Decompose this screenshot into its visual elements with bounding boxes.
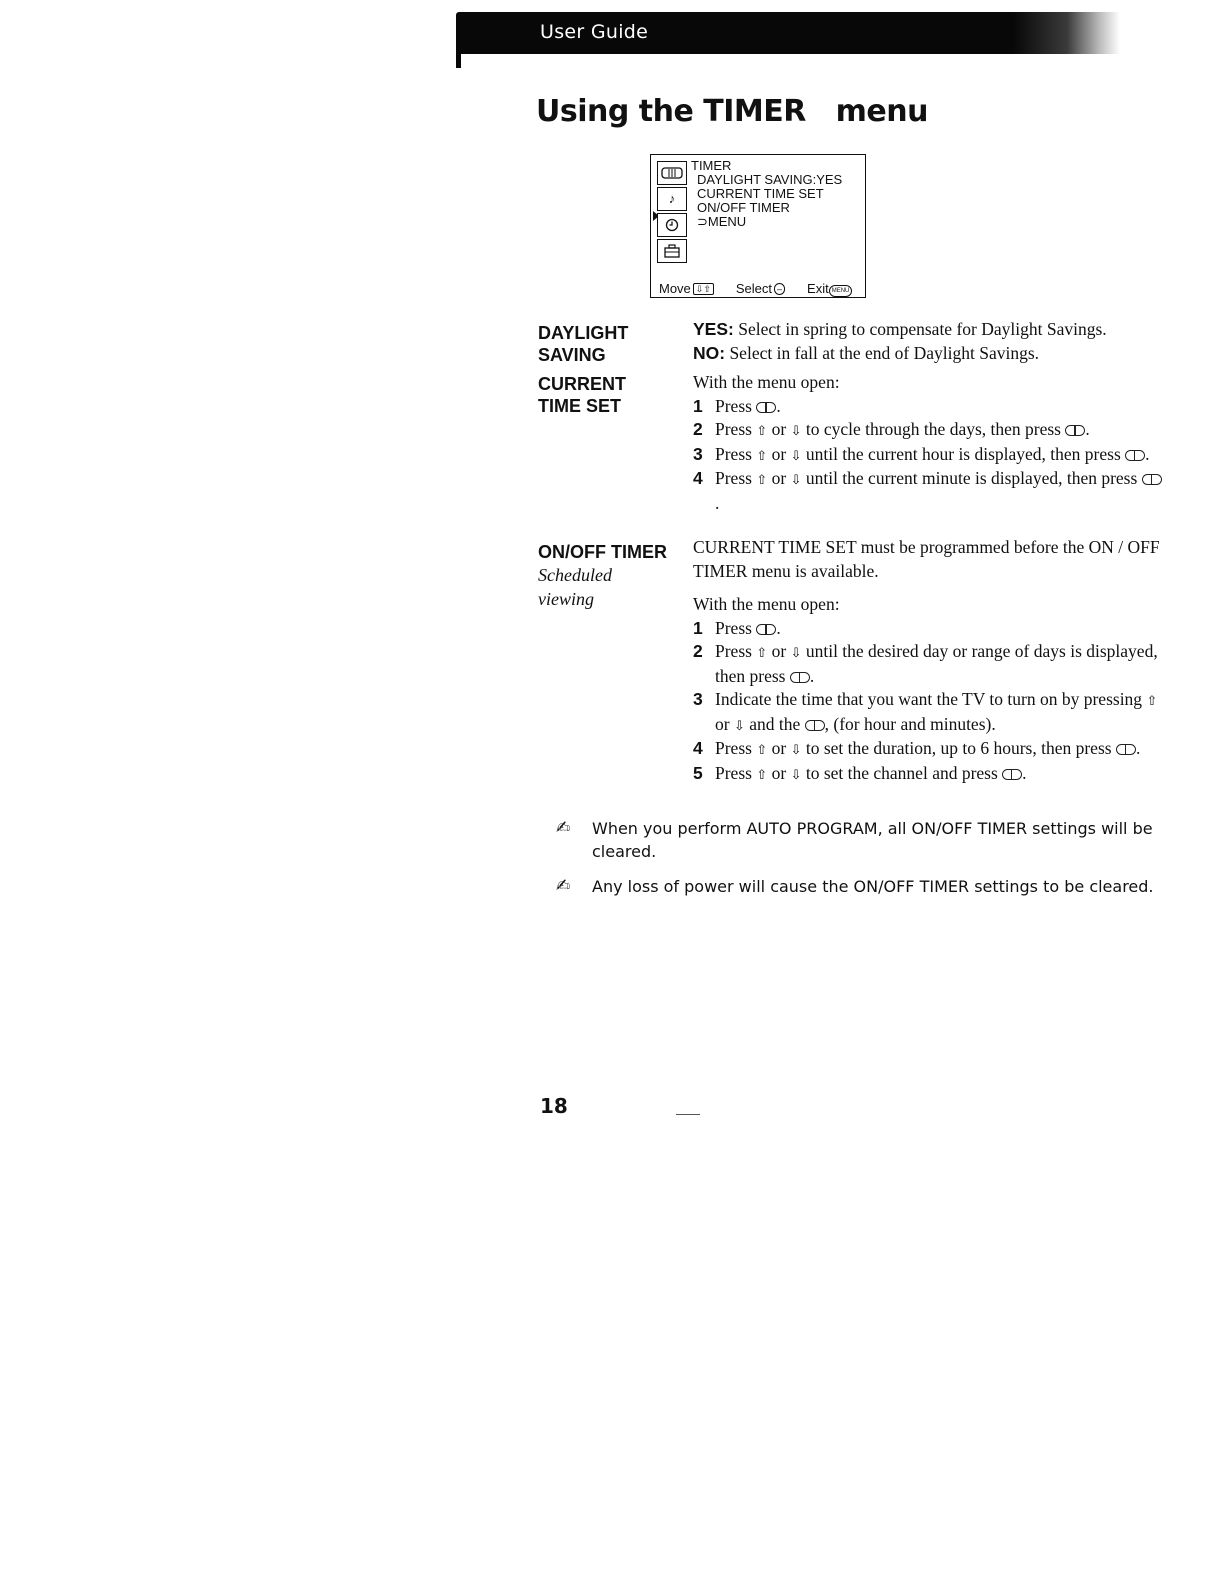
list-item <box>693 762 1163 787</box>
step-number: 3 <box>693 443 703 464</box>
menu-key-icon: MENU <box>829 285 853 297</box>
down-arrow-icon: ⇩ <box>790 742 802 757</box>
down-arrow-icon: ⇩ <box>790 472 802 487</box>
step-text: . <box>1145 443 1150 464</box>
up-arrow-icon: ⇧ <box>756 447 768 463</box>
pencil-note-icon: ✍ <box>556 876 571 896</box>
osd-menu-title: TIMER <box>691 158 732 173</box>
step-text: or <box>767 419 791 439</box>
osd-item-current-time-set: CURRENT TIME SET <box>697 186 824 201</box>
subtitle-line2: viewing <box>538 589 594 609</box>
step-text: . <box>776 395 781 416</box>
enter-button-icon <box>1142 474 1162 485</box>
step-number: 2 <box>693 419 703 439</box>
toolbox-icon <box>657 239 687 263</box>
step-text: until the current hour is displayed, then press <box>801 443 1126 464</box>
osd-footer-select <box>736 281 785 296</box>
step-text: Press <box>715 738 757 758</box>
header-bar-tail <box>456 50 461 68</box>
step-text: to set the duration, up to 6 hours, then press <box>801 738 1116 758</box>
list-item <box>693 395 1163 419</box>
step-number: 1 <box>693 617 703 638</box>
osd-item-daylight-saving: DAYLIGHT SAVING:YES <box>697 172 843 187</box>
list-item <box>693 467 1163 515</box>
header-bar <box>456 12 1120 54</box>
osd-footer-exit <box>807 281 852 296</box>
list-item <box>693 737 1163 762</box>
term-daylight-line1: DAYLIGHT <box>538 323 629 343</box>
osd-menu-illustration <box>650 154 866 298</box>
enter-button-icon <box>805 720 825 731</box>
up-arrow-icon: ⇧ <box>756 645 768 660</box>
term-on-off-subtitle <box>538 563 612 611</box>
enter-button-icon <box>1125 450 1145 461</box>
on-off-intro: With the menu open: <box>693 594 840 614</box>
current-time-intro: With the menu open: <box>693 372 840 392</box>
down-arrow-icon: ⇩ <box>790 766 802 782</box>
list-item <box>693 688 1163 737</box>
step-text: Press <box>715 641 757 661</box>
step-text: . <box>1022 762 1027 783</box>
osd-footer-move-label: Move <box>659 281 691 296</box>
note-text: Any loss of power will cause the ON/OFF TIMER settings to be cleared. <box>592 877 1154 896</box>
step-text: or <box>767 443 791 464</box>
up-arrow-icon: ⇧ <box>756 766 768 782</box>
page-number: 18 <box>540 1094 568 1118</box>
term-current-time-set <box>538 373 626 417</box>
enter-button-icon <box>1002 769 1022 780</box>
down-arrow-icon: ⇩ <box>790 447 802 463</box>
term-current-line1: CURRENT <box>538 374 626 394</box>
music-note-icon: ♪ <box>657 187 687 211</box>
step-text: , (for hour and minutes). <box>824 713 996 734</box>
step-number: 2 <box>693 641 703 661</box>
step-text: . <box>809 665 815 686</box>
current-time-steps <box>693 395 1163 516</box>
yes-label: YES: <box>693 319 734 339</box>
osd-icon-column <box>657 161 689 265</box>
step-text: Press <box>715 468 757 488</box>
osd-footer <box>659 282 859 297</box>
list-item <box>693 443 1163 468</box>
step-text: to cycle through the days, then press <box>801 419 1066 439</box>
term-current-line2: TIME SET <box>538 396 622 416</box>
on-off-steps <box>693 617 1163 787</box>
osd-footer-exit-label: Exit <box>807 281 829 296</box>
term-daylight-saving <box>538 322 628 366</box>
down-arrow-icon: ⇩ <box>790 423 802 438</box>
step-text: or <box>767 641 791 661</box>
enter-button-icon <box>756 624 776 635</box>
step-number: 3 <box>693 689 703 709</box>
note-text: When you perform AUTO PROGRAM, all ON/OFF TIMER settings will be cleared. <box>592 819 1153 861</box>
step-text: . <box>715 492 720 513</box>
on-off-timer-description <box>693 536 1163 786</box>
step-number: 4 <box>693 738 703 758</box>
step-text: Press <box>715 443 757 464</box>
step-text: until the desired day or range of days is displayed, then press <box>715 641 1158 686</box>
daylight-no-line <box>693 342 1163 366</box>
osd-footer-move <box>659 281 714 296</box>
up-arrow-icon: ⇧ <box>756 742 768 757</box>
step-text: or <box>715 713 734 734</box>
term-on-off-timer: ON/OFF TIMER <box>538 542 667 562</box>
page-mark <box>676 1114 700 1115</box>
daylight-yes-line <box>693 318 1163 342</box>
header-title: User Guide <box>540 21 649 43</box>
step-text: . <box>776 617 781 638</box>
daylight-saving-description <box>693 318 1163 365</box>
osd-menu-items <box>697 173 842 229</box>
osd-item-on-off-timer: ON/OFF TIMER <box>697 200 790 215</box>
step-text: . <box>1135 738 1141 758</box>
up-arrow-icon: ⇧ <box>756 423 768 438</box>
step-text: Press <box>715 762 757 783</box>
step-text: until the current minute is displayed, then press <box>801 468 1142 488</box>
step-text: Indicate the time that you want the TV to turn on by pressing <box>715 689 1147 709</box>
up-arrow-icon: ⇧ <box>1146 693 1158 708</box>
list-item <box>693 640 1163 688</box>
term-daylight-line2: SAVING <box>538 345 606 365</box>
step-text: or <box>767 468 791 488</box>
list-item <box>693 418 1163 443</box>
up-down-arrow-key-icon: ⇩⇧ <box>693 283 714 295</box>
step-text: and the <box>744 713 805 734</box>
up-arrow-icon: ⇧ <box>756 472 768 487</box>
enter-button-icon <box>790 672 810 683</box>
osd-footer-select-label: Select <box>735 281 773 296</box>
step-text: Press <box>715 617 757 638</box>
step-text: to set the channel and press <box>801 762 1003 783</box>
on-off-prerequisite: CURRENT TIME SET must be programmed before the ON / OFF TIMER menu is available. <box>693 537 1160 581</box>
step-text: or <box>767 738 791 758</box>
step-text: Press <box>715 395 757 416</box>
step-number: 5 <box>693 762 703 783</box>
subtitle-line1: Scheduled <box>538 565 612 585</box>
note-power-loss <box>556 875 1156 898</box>
step-text: Press <box>715 419 757 439</box>
select-key-icon: – <box>774 283 785 295</box>
list-item <box>693 617 1163 641</box>
step-text: or <box>767 762 791 783</box>
step-number: 4 <box>693 468 703 488</box>
osd-item-menu: ⊃MENU <box>697 214 747 229</box>
yes-text: Select in spring to compensate for Daylight Savings. <box>733 319 1107 339</box>
pencil-note-icon: ✍ <box>556 818 571 838</box>
down-arrow-icon: ⇩ <box>733 717 745 733</box>
no-label: NO: <box>693 342 726 363</box>
enter-button-icon <box>756 402 776 413</box>
note-auto-program <box>556 817 1156 863</box>
page-title: Using the TIMER menu <box>536 94 928 129</box>
step-text: . <box>1085 419 1090 439</box>
enter-button-icon <box>1065 425 1085 436</box>
step-number: 1 <box>693 395 703 416</box>
no-text: Select in fall at the end of Daylight Savings. <box>725 342 1040 363</box>
picture-icon <box>657 161 687 185</box>
down-arrow-icon: ⇩ <box>790 645 802 660</box>
enter-button-icon <box>1116 744 1136 755</box>
clock-icon <box>657 213 687 237</box>
current-time-set-description <box>693 371 1163 515</box>
